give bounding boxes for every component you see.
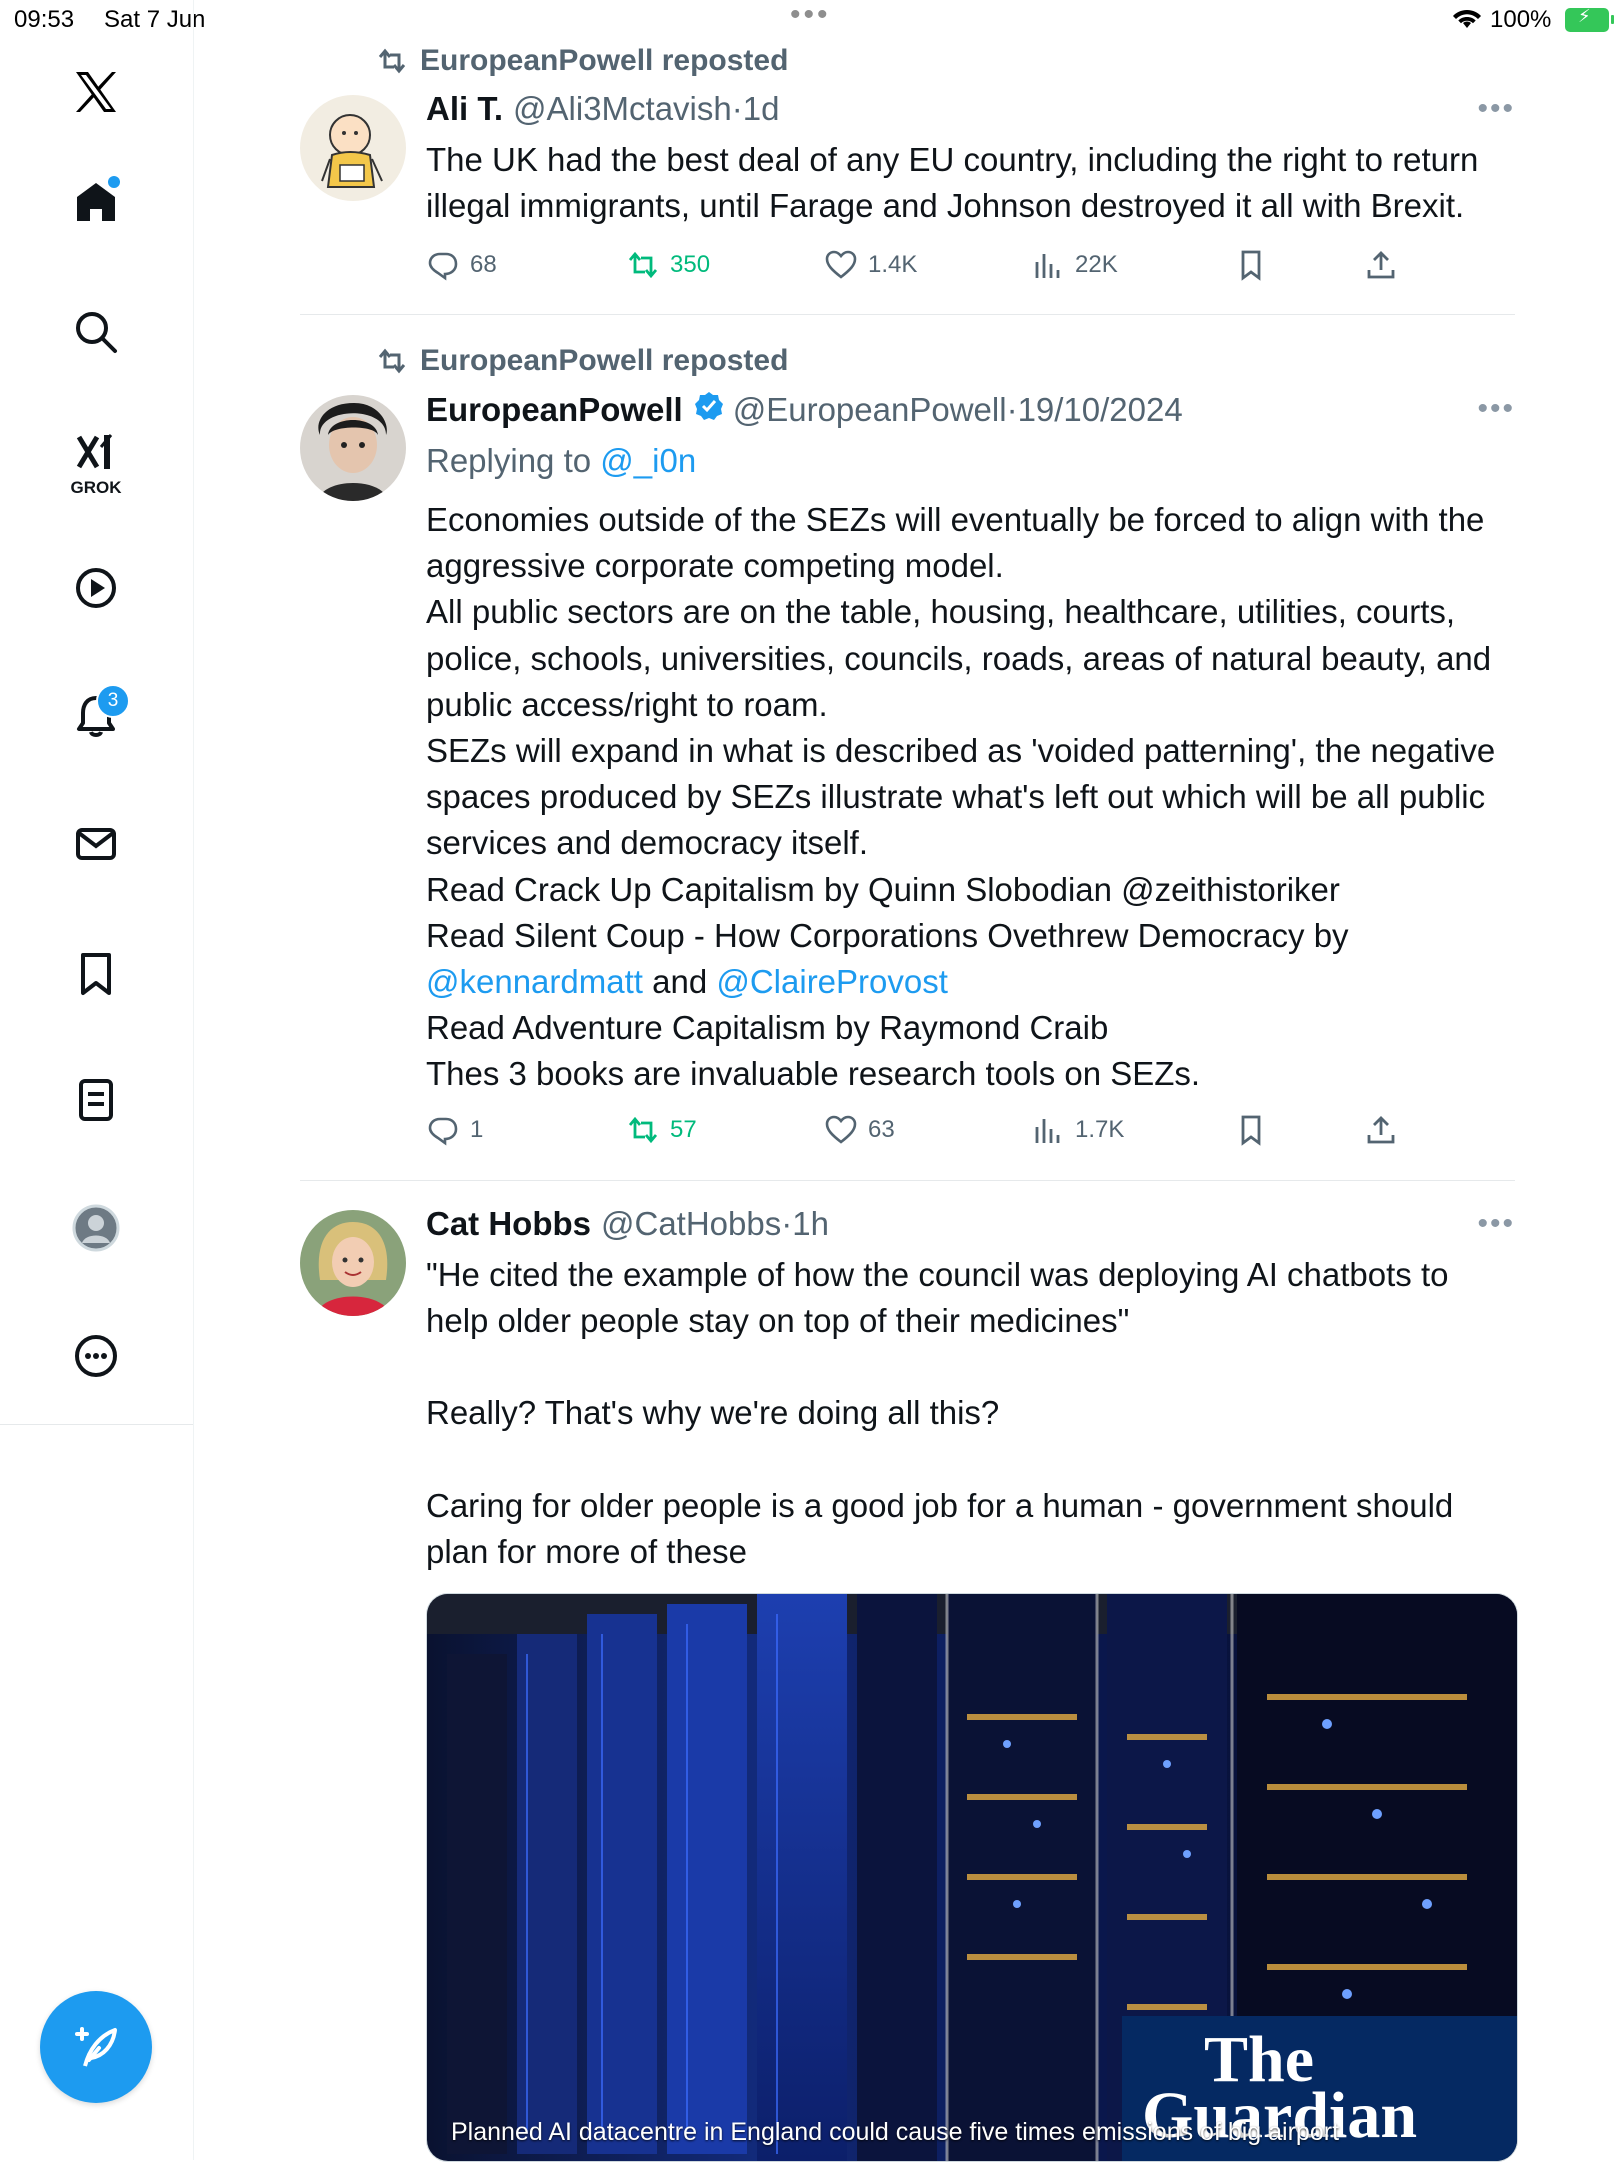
article-caption: Planned AI datacentre in England could cause five times emissions of big airport xyxy=(451,2118,1340,2146)
compose-feather-icon xyxy=(69,2020,123,2074)
bookmark-button[interactable] xyxy=(1234,248,1268,282)
post-header: EuropeanPowell @EuropeanPowell · 19/10/2024 xyxy=(426,391,1183,428)
article-card-image[interactable] xyxy=(426,1593,1518,2162)
post-time[interactable]: 1d xyxy=(742,90,780,127)
bookmarks-icon[interactable] xyxy=(66,944,126,1004)
like-button[interactable] xyxy=(824,248,917,282)
repost-indicator xyxy=(376,44,788,78)
like-count: 1.4K xyxy=(868,251,918,278)
share-icon xyxy=(1364,1113,1398,1147)
repost-icon xyxy=(376,47,408,75)
like-count: 63 xyxy=(868,1116,895,1143)
status-bar xyxy=(0,0,1620,40)
post-more-icon[interactable]: ••• xyxy=(1477,92,1515,125)
post-actions xyxy=(426,248,1426,288)
post-text: Economies outside of the SEZs will eventually be forced to align with the aggressive corporate competing model. All public sectors are on the table, housing, healthcare, utilities, courts, police, schools, universities, councils, roads, areas of natural beauty, and public access/right to roam. SEZs will expand in what is described as 'voided patterning', the negative spaces produced by SEZs illustrate what's left out which will be all public services and democracy itself. Read Crack Up Capitalism by Quinn Slobodian @zeithistoriker Read Silent Coup - How Corporations Ovethrew Democracy by @kennardmatt and @ClaireProvost Read Adventure Capitalism by Raymond Craib Thes 3 books are invaluable research tools on SEZs. xyxy=(426,501,1496,1093)
bookmark-button[interactable] xyxy=(1234,1113,1268,1147)
post-text: The UK had the best deal of any EU country, including the right to return illegal immigrants, until Farage and Johnson destroyed it all with Brexit. xyxy=(426,141,1479,225)
battery-icon: ⚡ xyxy=(1565,8,1609,32)
profile-avatar-icon[interactable] xyxy=(66,1198,126,1258)
search-icon[interactable] xyxy=(66,302,126,362)
replying-to: Replying to @_i0n xyxy=(426,442,697,479)
reply-count: 1 xyxy=(470,1116,484,1143)
notifications-bell-icon[interactable] xyxy=(66,686,126,746)
home-unread-dot xyxy=(108,176,120,188)
home-icon[interactable] xyxy=(66,172,126,232)
post-separator xyxy=(300,1180,1515,1181)
share-button[interactable] xyxy=(1364,1113,1398,1147)
sidebar-divider xyxy=(0,1424,193,1425)
bookmark-icon xyxy=(1234,248,1268,282)
heart-icon xyxy=(824,248,858,282)
repost-button[interactable] xyxy=(626,1113,697,1147)
notifications-badge: 3 xyxy=(96,684,130,718)
repost-label: EuropeanPowell reposted xyxy=(420,44,789,77)
more-options-icon[interactable] xyxy=(66,1326,126,1386)
views-chart-icon xyxy=(1031,1113,1065,1147)
post-header: Ali T. @Ali3Mctavish · 1d xyxy=(426,90,780,127)
mention-link[interactable]: @kennardmatt xyxy=(426,963,643,1001)
wifi-icon xyxy=(1452,6,1482,37)
multitasking-dots-icon[interactable]: ••• xyxy=(790,0,831,31)
reply-button[interactable] xyxy=(426,1113,483,1147)
post-more-icon[interactable]: ••• xyxy=(1477,392,1515,425)
status-time: 09:53 xyxy=(14,6,75,33)
video-play-icon[interactable] xyxy=(66,558,126,618)
view-count: 1.7K xyxy=(1075,1116,1125,1143)
repost-count: 350 xyxy=(670,251,711,278)
avatar[interactable] xyxy=(300,95,406,201)
user-handle[interactable]: @CatHobbs xyxy=(601,1205,782,1242)
grok-label: GROK xyxy=(70,478,122,497)
heart-icon xyxy=(824,1113,858,1147)
repost-label: EuropeanPowell reposted xyxy=(420,344,789,377)
display-name[interactable]: Ali T. xyxy=(426,90,504,127)
like-button[interactable] xyxy=(824,1113,895,1147)
avatar[interactable] xyxy=(300,1210,406,1316)
grok-icon[interactable] xyxy=(66,422,126,482)
status-date: Sat 7 Jun xyxy=(104,6,206,33)
repost-count: 57 xyxy=(670,1116,697,1143)
view-count: 22K xyxy=(1075,251,1118,278)
repost-indicator xyxy=(376,344,788,378)
repost-icon xyxy=(626,248,660,282)
sidebar xyxy=(0,0,194,2160)
the-guardian-logo: The Guardian xyxy=(1122,2016,1517,2161)
bookmark-icon xyxy=(1234,1113,1268,1147)
repost-button[interactable] xyxy=(626,248,710,282)
post-time[interactable]: 19/10/2024 xyxy=(1017,391,1183,428)
views-button[interactable] xyxy=(1031,248,1118,282)
battery-percent: 100% xyxy=(1490,6,1552,33)
share-button[interactable] xyxy=(1364,248,1398,282)
post-more-icon[interactable]: ••• xyxy=(1477,1207,1515,1240)
reply-count: 68 xyxy=(470,251,497,278)
user-handle[interactable]: @EuropeanPowell xyxy=(732,391,1007,428)
post-actions xyxy=(426,1113,1426,1153)
post-time[interactable]: 1h xyxy=(792,1205,829,1242)
compose-post-button[interactable] xyxy=(40,1991,152,2103)
post-separator xyxy=(300,314,1515,315)
replying-to-link[interactable]: @_i0n xyxy=(600,442,697,479)
reply-icon xyxy=(426,1113,460,1147)
repost-icon xyxy=(626,1113,660,1147)
user-handle[interactable]: @Ali3Mctavish xyxy=(513,90,732,127)
reply-button[interactable] xyxy=(426,248,497,282)
share-icon xyxy=(1364,248,1398,282)
display-name[interactable]: EuropeanPowell xyxy=(426,391,683,428)
mention-link[interactable]: @ClaireProvost xyxy=(716,963,948,1001)
repost-icon xyxy=(376,347,408,375)
verified-badge-icon xyxy=(693,390,725,430)
post-header: Cat Hobbs @CatHobbs · 1h xyxy=(426,1205,829,1242)
post-text: "He cited the example of how the council was deploying AI chatbots to help older people stay on top of their medicines" Really? That's why we're doing all this? Caring for older people is a good job for a human - government should plan for more of these xyxy=(426,1256,1454,1570)
x-logo-icon[interactable] xyxy=(66,62,126,122)
views-button[interactable] xyxy=(1031,1113,1124,1147)
display-name[interactable]: Cat Hobbs xyxy=(426,1205,591,1242)
avatar[interactable] xyxy=(300,395,406,501)
reply-icon xyxy=(426,248,460,282)
views-chart-icon xyxy=(1031,248,1065,282)
lists-icon[interactable] xyxy=(66,1070,126,1130)
messages-envelope-icon[interactable] xyxy=(66,814,126,874)
